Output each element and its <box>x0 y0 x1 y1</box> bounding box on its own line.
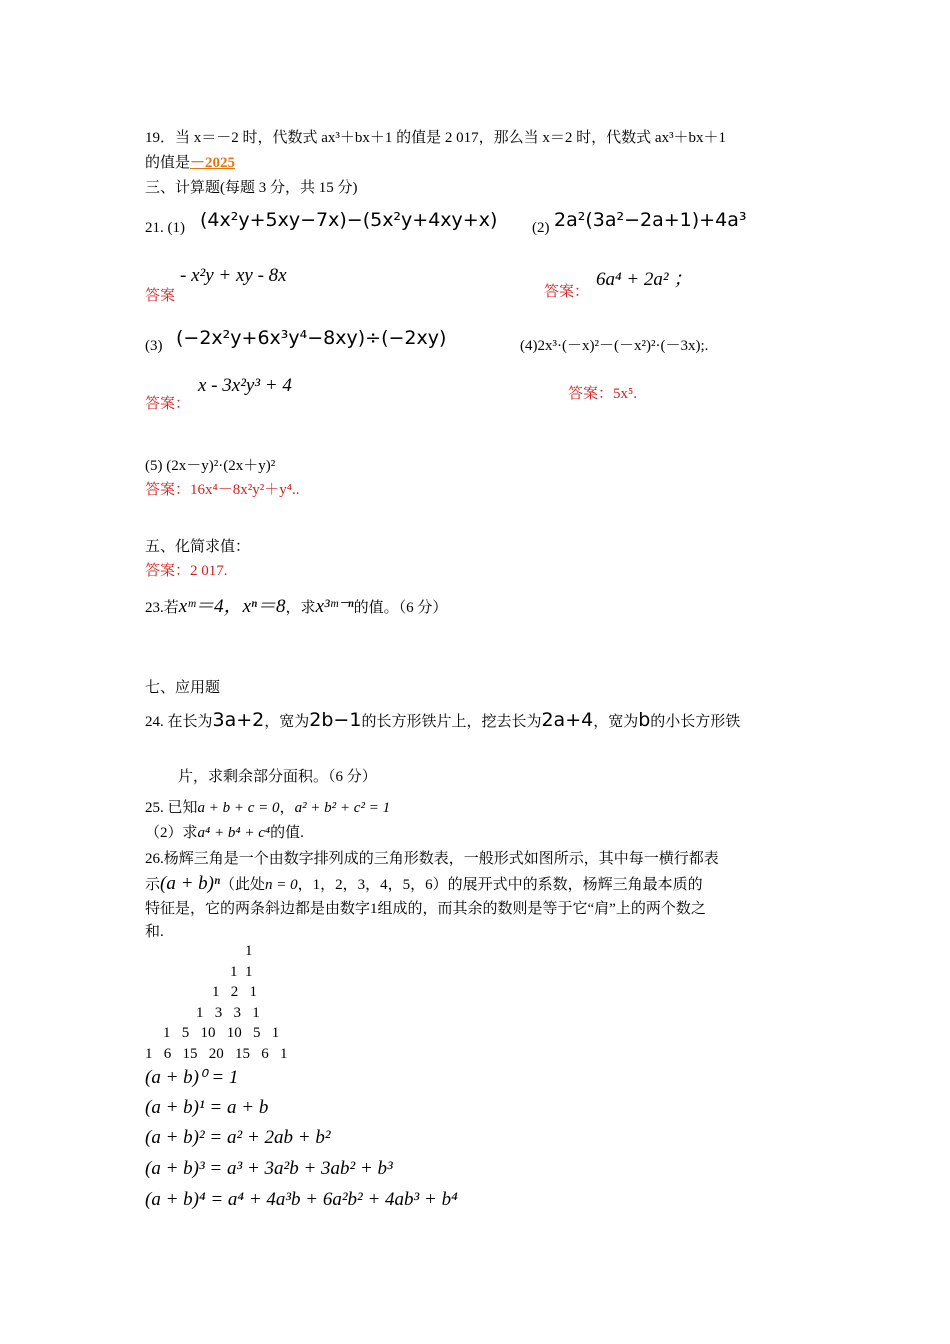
q26-text-b: （此处 <box>219 877 265 893</box>
q26-n: n = 0 <box>265 877 298 893</box>
q25-cond2: a² + b² + c² = 1 <box>294 800 391 816</box>
q25-text-c: 的值. <box>270 825 304 841</box>
q24-text-c: 的长方形铁片上，挖去长为 <box>361 714 542 730</box>
q21-p3-answer-label: 答案： <box>145 396 191 412</box>
expansion-3: (a + b)³ = a³ + 3a²b + 3ab² + b³ <box>145 1158 393 1179</box>
q26-line2 <box>145 874 703 895</box>
q25-text-a: 25. 已知 <box>145 800 198 816</box>
section5-heading: 五、化简求值： <box>145 539 251 555</box>
triangle-row-1: 1 1 <box>230 964 253 980</box>
expansion-0: (a + b)⁰ = 1 <box>145 1067 239 1088</box>
q24-text-d: ，宽为 <box>593 714 639 730</box>
triangle-row-2: 1 2 1 <box>212 984 257 1000</box>
q21-p2-label: (2) <box>532 220 550 236</box>
q24-line2: 片，求剩余部分面积。（6 分） <box>178 769 377 785</box>
q26-line3: 特征是，它的两条斜边都是由数字1组成的，而其余的数则是等于它“肩”上的两个数之 <box>145 901 706 917</box>
q23-prefix: 23.若 <box>145 600 179 616</box>
q21-p2-answer-label: 答案： <box>544 284 590 300</box>
q21-p4-answer: 答案：5x⁵. <box>568 386 637 402</box>
q21-p1-label: 21. (1) <box>145 220 185 236</box>
q25-line2 <box>145 823 304 843</box>
q24-len1: 3a+2 <box>212 709 265 731</box>
section3-heading: 三、计算题(每题 3 分，共 15 分) <box>145 180 358 196</box>
q21-p3-expr: (−2x²y+6x³y⁴−8xy)÷(−2xy) <box>176 327 447 349</box>
q26-line4: 和. <box>145 924 164 940</box>
expansion-4: (a + b)⁴ = a⁴ + 4a³b + 6a²b² + 4ab³ + b⁴ <box>145 1189 458 1210</box>
expansion-1: (a + b)¹ = a + b <box>145 1097 269 1118</box>
q21-p1-answer-label: 答案 <box>145 288 176 304</box>
q21-p2-expr: 2a²(3a²−2a+1)+4a³ <box>554 209 747 231</box>
q23-target: x³ᵐ⁻ⁿ <box>315 596 354 617</box>
q23-line <box>145 597 447 618</box>
triangle-row-3: 1 3 3 1 <box>196 1005 260 1021</box>
triangle-row-5: 1 6 15 20 15 6 1 <box>145 1046 288 1062</box>
q24-text-e: 的小长方形铁 <box>650 714 741 730</box>
q25-text-b: （2）求 <box>145 825 198 841</box>
q19-line2-prefix: 的值是 <box>145 155 191 171</box>
q26-line1: 26.杨辉三角是一个由数字排列成的三角形数表，一般形式如图所示，其中每一横行都表 <box>145 851 719 867</box>
q21-p4-expr: (4)2x³·(－x)²－(－x²)²·(－3x);. <box>520 338 709 354</box>
section7-heading: 七、应用题 <box>145 680 221 696</box>
section5-answer: 答案：2 017. <box>145 563 228 579</box>
q19-answer: －2025 <box>190 155 236 171</box>
triangle-row-4: 1 5 10 10 5 1 <box>163 1025 280 1041</box>
q21-p2-answer: 6a⁴ + 2a² ； <box>596 269 693 290</box>
q21-p5-expr: (5) (2x－y)²·(2x＋y)² <box>145 458 276 474</box>
q21-p3-answer: x - 3x²y³ + 4 <box>198 375 292 396</box>
q23-suffix: 的值。（6 分） <box>353 600 448 616</box>
q21-p5-answer: 答案：16x⁴－8x²y²＋y⁴.. <box>145 482 300 498</box>
q21-p1-answer: - x²y + xy - 8x <box>180 265 287 286</box>
triangle-row-0: 1 <box>245 943 253 959</box>
q24-text-b: ，宽为 <box>264 714 310 730</box>
q23-expr: xᵐ＝4，xⁿ＝8 <box>178 596 286 617</box>
q25-target: a⁴ + b⁴ + c⁴ <box>197 825 271 841</box>
q24-wid1: 2b−1 <box>309 709 362 731</box>
q24-wid2: b <box>638 709 651 731</box>
q19-line1: 19．当 x＝－2 时，代数式 ax³＋bx＋1 的值是 2 017，那么当 x＝2 时，代数式 ax³＋bx＋1 <box>145 130 727 146</box>
q26-expr: (a + b)ⁿ <box>160 873 220 894</box>
q26-text-a: 示 <box>145 877 161 893</box>
q25-cond1: a + b + c = 0 <box>197 800 280 816</box>
q21-p1-expr: (4x²y+5xy−7x)−(5x²y+4xy+x) <box>200 209 498 231</box>
q23-mid: ，求 <box>285 600 316 616</box>
q25-line1 <box>145 798 390 818</box>
q25-sep: ， <box>279 800 295 816</box>
q24-text-a: 24. 在长为 <box>145 714 213 730</box>
q19-line2 <box>145 153 235 173</box>
q24-len2: 2a+4 <box>541 709 594 731</box>
expansion-2: (a + b)² = a² + 2ab + b² <box>145 1127 331 1148</box>
q26-text-c: ，1，2，3，4，5，6）的展开式中的系数，杨辉三角最本质的 <box>297 877 703 893</box>
q24-line1 <box>145 710 740 732</box>
q21-p3-label: (3) <box>145 338 163 354</box>
